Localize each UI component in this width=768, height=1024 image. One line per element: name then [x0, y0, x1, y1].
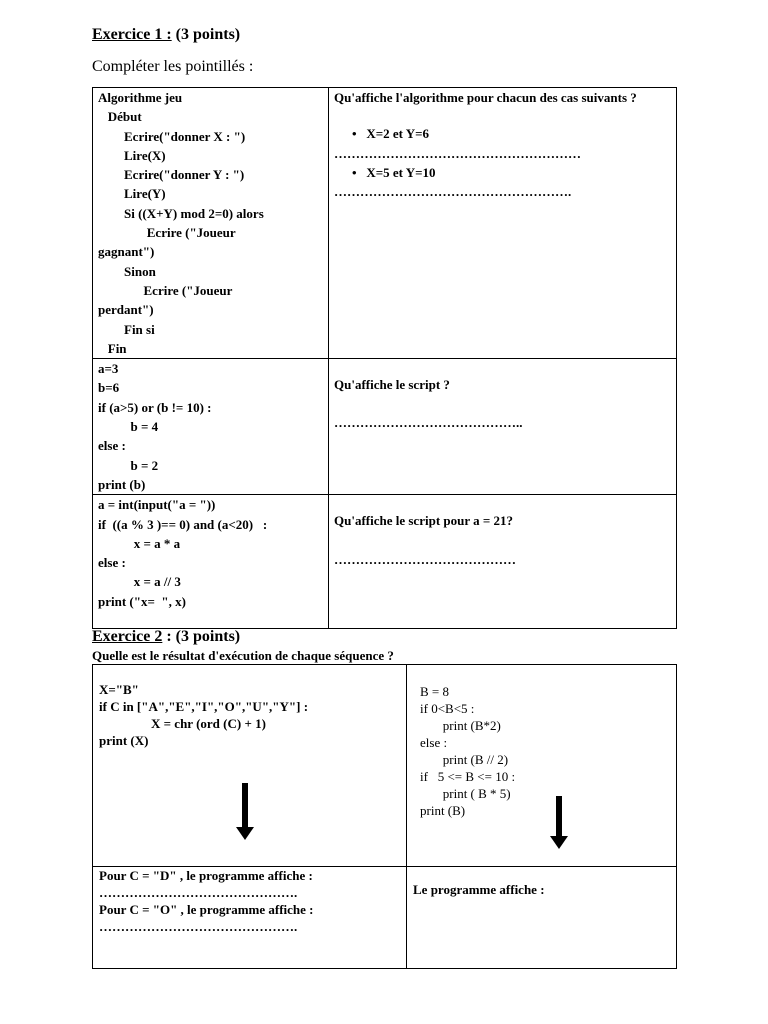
code-line: Fin si [98, 321, 155, 337]
code-line: Ecrire ("Joueur [98, 225, 236, 241]
code-line: if C in ["A","E","I","O","U","Y"] : [99, 699, 309, 714]
code-line: else : [98, 438, 126, 454]
code-line: perdant") [98, 302, 154, 318]
exercise2-title-text: Exercice 2 [92, 628, 163, 645]
code-line: gagnant") [98, 244, 155, 260]
case-item [334, 163, 671, 182]
code-line: Lire(Y) [98, 186, 166, 202]
exercise2-title [92, 628, 240, 646]
down-arrow-icon [233, 783, 257, 841]
code-line: a=3 [98, 361, 119, 377]
script-code-cell [93, 359, 329, 495]
code-line: b=6 [98, 380, 120, 396]
left-sequence-cell [93, 665, 407, 867]
code-line: Algorithme jeu [98, 90, 183, 105]
case-label: X=5 et Y=10 [366, 164, 436, 180]
code-line: B = 8 [420, 684, 450, 699]
exercise1-instruction: Compléter les pointillés : [92, 58, 254, 75]
code-line: print (B*2) [420, 718, 501, 733]
answer-dots[interactable]: …………………………………….. [334, 415, 523, 431]
answer-dots[interactable]: ………………………………………………… [334, 145, 581, 161]
code-line: Ecrire("donner Y : ") [98, 167, 245, 183]
code-line: Lire(X) [98, 147, 166, 163]
table-row [93, 867, 677, 969]
answer-dots[interactable]: …………………………………… [334, 551, 516, 567]
code-line: else : [98, 555, 126, 571]
code-line: Sinon [98, 263, 156, 279]
code-line: Ecrire("donner X : ") [98, 128, 246, 144]
case-label: X=2 et Y=6 [366, 126, 430, 142]
right-sequence-cell [407, 665, 677, 867]
code-line: else : [420, 735, 448, 750]
code-line: print (B // 2) [420, 752, 509, 767]
answer-prompt: Pour C = "D" , le programme affiche : [99, 868, 313, 883]
exercise1-title-text: Exercice 1 : [92, 26, 172, 43]
code-line: Fin [98, 340, 127, 356]
code-line: if 5 <= B <= 10 : [420, 769, 516, 784]
code-line: print (X) [99, 733, 149, 748]
code-line: X = chr (ord (C) + 1) [99, 716, 266, 731]
bullet-icon: • [352, 164, 357, 180]
algorithm-code-cell [93, 88, 329, 359]
code-line: if 0<B<5 : [420, 701, 475, 716]
code-line: print ("x= ", x) [98, 593, 186, 609]
code-line: print (B) [420, 803, 466, 818]
code-line: X="B" [99, 682, 139, 697]
bullet-icon: • [352, 126, 357, 142]
code-line: print (b) [98, 476, 146, 492]
table-row [93, 88, 677, 359]
table-row [93, 665, 677, 867]
question-text: Qu'affiche le script pour a = 21? [334, 513, 514, 529]
question-cell [329, 88, 677, 359]
code-line: Ecrire ("Joueur [98, 282, 233, 298]
answer-dots[interactable]: ………………………………………. [99, 919, 298, 934]
code-line: x = a * a [98, 535, 181, 551]
code-line: b = 2 [98, 457, 159, 473]
exercise2-instruction: Quelle est le résultat d'exécution de chaque séquence ? [92, 648, 394, 663]
code-line: x = a // 3 [98, 574, 181, 590]
code-line: a = int(input("a = ")) [98, 497, 216, 513]
question-text: Qu'affiche l'algorithme pour chacun des cas suivants ? [334, 90, 637, 105]
exercise1-table [92, 87, 677, 629]
answer-dots[interactable]: ………………………………………………. [334, 184, 572, 200]
left-answer-cell [93, 867, 407, 969]
down-arrow-icon [547, 796, 571, 850]
code-line: if ((a % 3 )== 0) and (a<20) : [98, 516, 268, 532]
table-row [93, 495, 677, 629]
question-cell [329, 495, 677, 629]
question-text: Qu'affiche le script ? [334, 377, 450, 393]
code-line: Début [98, 109, 142, 125]
answer-prompt: Le programme affiche : [413, 882, 545, 897]
code-line: Si ((X+Y) mod 2=0) alors [98, 205, 264, 221]
exercise2-table [92, 664, 677, 969]
question-cell [329, 359, 677, 495]
answer-prompt: Pour C = "O" , le programme affiche : [99, 902, 314, 917]
table-row [93, 359, 677, 495]
code-line: print ( B * 5) [420, 786, 511, 801]
code-line: if (a>5) or (b != 10) : [98, 399, 212, 415]
exercise1-points: (3 points) [171, 26, 241, 43]
exercise1-title [92, 26, 240, 44]
code-line: b = 4 [98, 419, 159, 435]
exercise2-points: : (3 points) [162, 628, 241, 645]
right-answer-cell[interactable] [407, 867, 677, 969]
answer-dots[interactable]: ………………………………………. [99, 885, 298, 900]
case-item [334, 124, 671, 143]
script-code-cell [93, 495, 329, 629]
